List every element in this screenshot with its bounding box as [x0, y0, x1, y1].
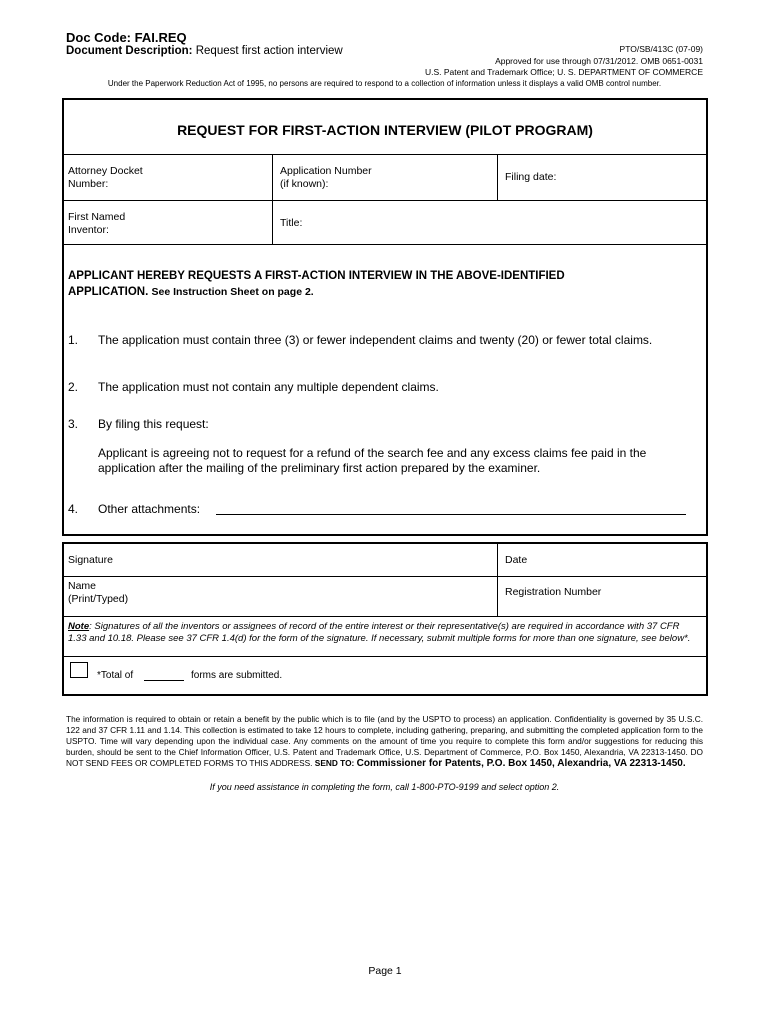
application-number-field[interactable] [280, 165, 372, 190]
attorney-docket-label-2: Number: [68, 177, 109, 190]
first-named-inventor-field[interactable] [68, 211, 125, 236]
doc-description-value: Request first action interview [195, 45, 343, 57]
total-forms-checkbox[interactable] [70, 662, 88, 678]
first-named-label: First Named [68, 211, 126, 223]
note-text: : Signatures of all the inventors or assignees of record of the entire interest or their representative(s) are required in accordance with 37 CFR 1.33 and 10.18. Please see 37 CFR 1.4(d) for the form of the signature. If necessary, submit multiple forms for more than one signature, see below*. [68, 621, 691, 644]
name-label-2: (Print/Typed) [68, 592, 129, 605]
signature-label: Signature [68, 554, 113, 566]
divider [64, 616, 706, 617]
name-field[interactable] [68, 580, 128, 605]
registration-label: Registration Number [505, 586, 602, 598]
application-number-label-2: (if known): [280, 177, 329, 190]
assistance-line: If you need assistance in completing the form, call 1-800-PTO-9199 and select option 2. [209, 782, 560, 792]
signature-field[interactable] [68, 554, 113, 567]
item-number: 3. [68, 417, 79, 431]
item-text: The application must contain three (3) or fewer independent claims and twenty (20) or fewer total claims. [98, 333, 653, 347]
item-number: 2. [68, 380, 79, 394]
date-field[interactable] [505, 554, 527, 567]
title-field[interactable] [280, 217, 302, 230]
doc-description-label: Document Description: [66, 45, 193, 57]
form-title: REQUEST FOR FIRST-ACTION INTERVIEW (PILOT PROGRAM) [177, 122, 593, 138]
burden-statement [66, 714, 703, 769]
divider [497, 544, 498, 616]
request-form-box [62, 98, 708, 536]
form-identifier [425, 44, 703, 79]
paperwork-notice: Under the Paperwork Reduction Act of 1995, no persons are required to respond to a collection of information unless it displays a valid OMB control number. [107, 79, 662, 88]
burden-text: The information is required to obtain or retain a benefit by the public which is to file (and by the USPTO to process) an application. Confidentiality is governed by 35 U.S.C. 122 and 37 CFR 1.11 and 1.14. This collection is estimated to take 12 hours to complete, including gathering, preparing, and submitting the completed application form to the USPTO. Time will vary depending upon the individual case. Any comments on the amount of time you require to complete this form and/or suggestions for reducing this burden, should be sent to the Chief Information Officer, U.S. Patent and Trademark Office, U.S. Department of Commerce, P.O. Box 1450, Alexandria, VA 22313-1450. DO NOT SEND FEES OR COMPLETED FORMS TO THIS ADDRESS. [66, 714, 703, 768]
item-text: The application must not contain any multiple dependent claims. [98, 380, 439, 394]
filing-date-label: Filing date: [505, 171, 557, 183]
item-text: Other attachments: [98, 502, 201, 516]
first-named-label-2: Inventor: [68, 223, 109, 236]
note-label: Note [68, 621, 90, 632]
name-label: Name [68, 580, 97, 592]
item-number: 1. [68, 333, 79, 347]
divider [64, 244, 706, 245]
attorney-docket-label: Attorney Docket [68, 165, 143, 177]
divider [497, 154, 498, 200]
divider [272, 154, 273, 244]
request-heading [68, 268, 688, 300]
page-number: Page 1 [368, 965, 402, 977]
instruction-reference: See Instruction Sheet on page 2. [151, 286, 314, 298]
request-heading-line-2 [68, 284, 688, 300]
request-heading-application: APPLICATION. [68, 286, 149, 298]
filing-date-field[interactable] [505, 171, 556, 184]
agency-line: U.S. Patent and Trademark Office; U. S. DEPARTMENT OF COMMERCE [424, 67, 703, 77]
item-3-detail: Applicant is agreeing not to request for a refund of the search fee and any excess claims fee paid in the application after the mailing of the preliminary first action prepared by the examiner. [98, 446, 647, 475]
doc-description [66, 45, 343, 57]
total-of-label: *Total of [97, 670, 134, 681]
forms-submitted-label: forms are submitted. [191, 670, 283, 681]
signature-note [68, 621, 700, 645]
divider [64, 154, 706, 155]
item-text: By filing this request: [98, 417, 209, 431]
signature-box [62, 542, 708, 696]
other-attachments-input[interactable] [216, 514, 686, 515]
send-to-label: SEND TO: [314, 758, 355, 768]
doc-code: Doc Code: FAI.REQ [66, 30, 187, 45]
divider [64, 200, 706, 201]
request-heading-line-1: APPLICANT HEREBY REQUESTS A FIRST-ACTION INTERVIEW IN THE ABOVE-IDENTIFIED [68, 270, 565, 282]
form-number: PTO/SB/413C (07-09) [619, 44, 703, 54]
divider [64, 656, 706, 657]
date-label: Date [505, 554, 528, 566]
registration-number-field[interactable] [505, 586, 601, 599]
title-label: Title: [280, 217, 303, 229]
commissioner-address: Commissioner for Patents, P.O. Box 1450, Alexandria, VA 22313-1450. [356, 758, 686, 769]
divider [64, 576, 706, 577]
item-number: 4. [68, 502, 79, 516]
total-forms-input[interactable] [144, 680, 184, 681]
attorney-docket-field[interactable] [68, 165, 143, 190]
approval-line: Approved for use through 07/31/2012. OMB 0651-0031 [495, 55, 703, 66]
application-number-label: Application Number [280, 165, 372, 177]
